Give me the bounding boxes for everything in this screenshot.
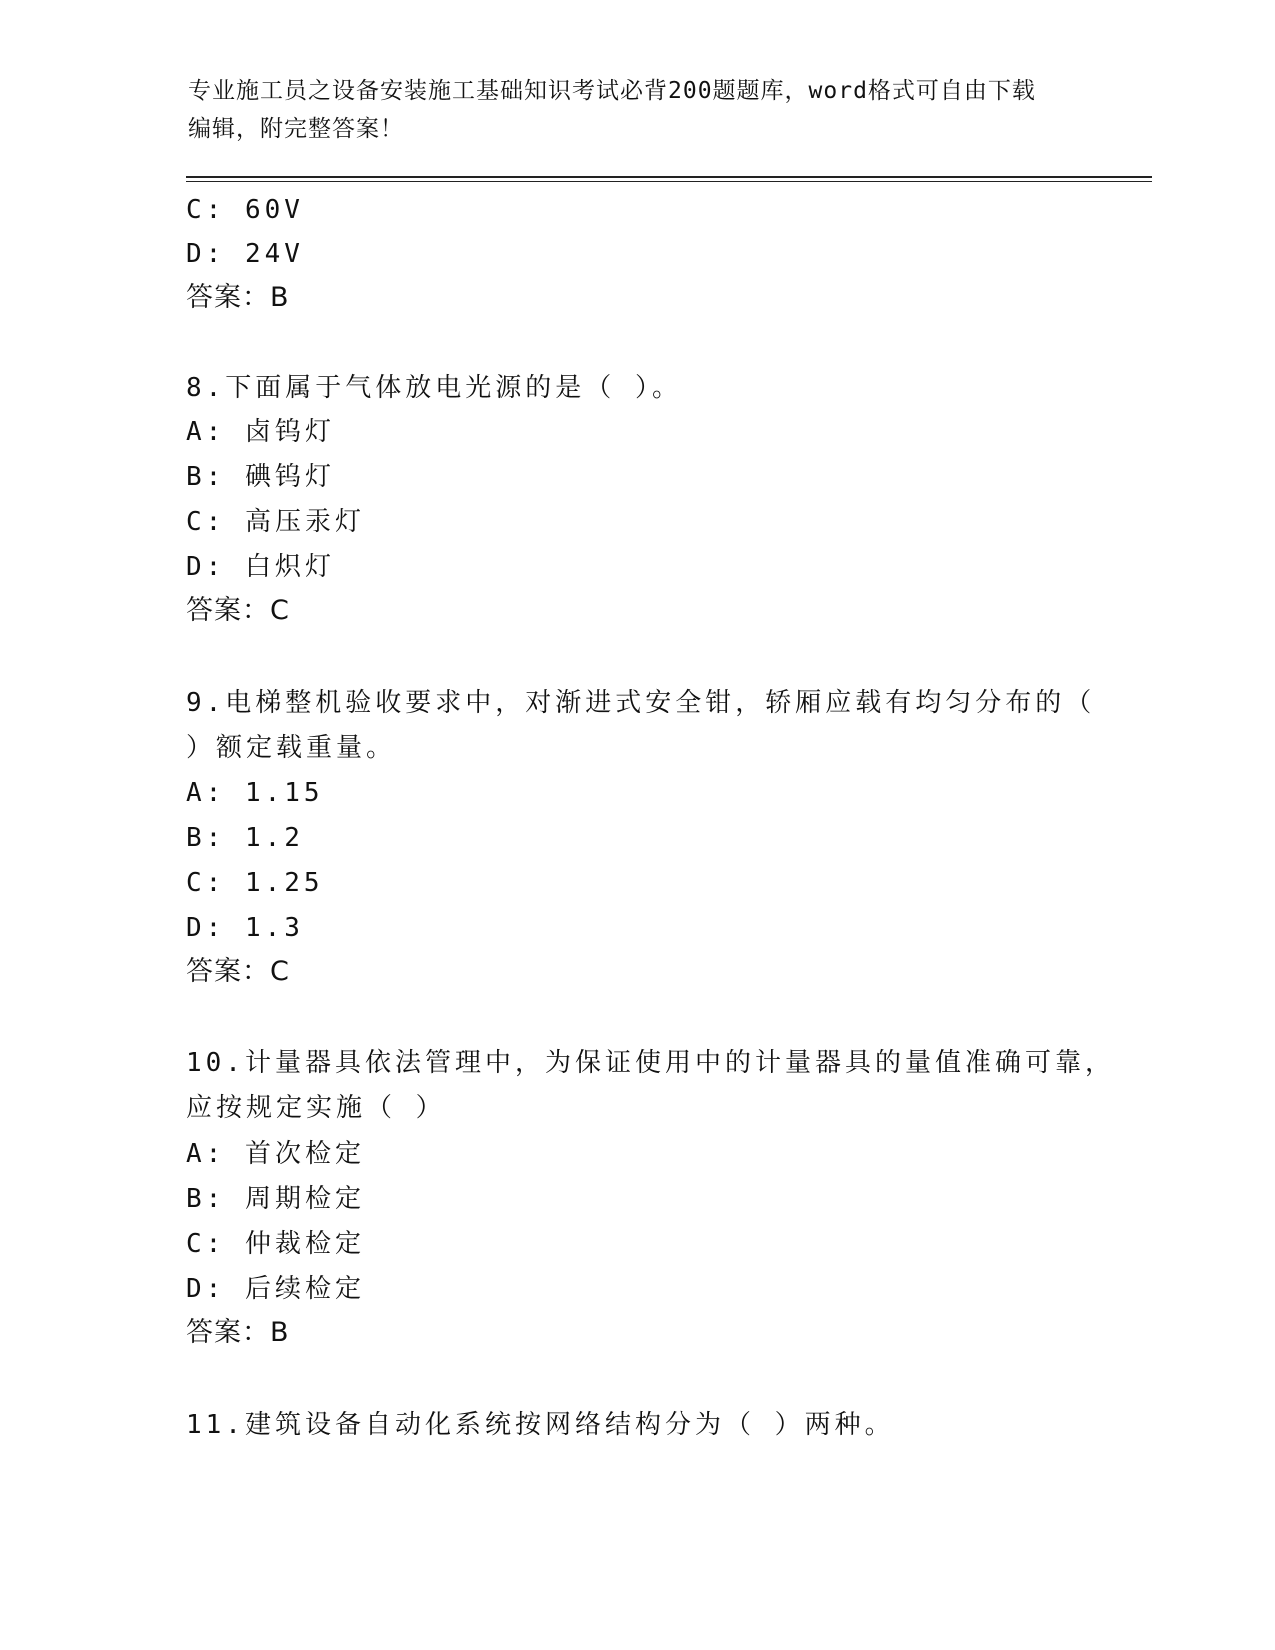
q7-option-c: C: 60V	[186, 195, 304, 225]
q10-option-d: D: 后续检定	[186, 1274, 365, 1304]
q7-option-d: D: 24V	[186, 239, 304, 269]
q9-option-d: D: 1.3	[186, 913, 304, 943]
q11-question: 11.建筑设备自动化系统按网络结构分为（ ）两种。	[186, 1410, 895, 1440]
q8-option-c: C: 高压汞灯	[186, 507, 365, 537]
q9-option-a: A: 1.15	[186, 778, 324, 808]
q9-answer: 答案：C	[186, 956, 290, 987]
header-rule-thin	[186, 181, 1152, 182]
q9-question-line-1: 9.电梯整机验收要求中，对渐进式安全钳，轿厢应载有均匀分布的（	[186, 688, 1096, 718]
q7-answer: 答案：B	[186, 282, 290, 313]
document-header	[188, 72, 1088, 148]
q10-option-b: B: 周期检定	[186, 1184, 365, 1214]
q9-option-c: C: 1.25	[186, 868, 324, 898]
q10-answer: 答案：B	[186, 1317, 290, 1348]
header-line-2: 编辑，附完整答案！	[188, 116, 404, 142]
q8-answer: 答案：C	[186, 595, 290, 626]
q10-option-a: A: 首次检定	[186, 1139, 365, 1169]
q8-question: 8.下面属于气体放电光源的是（ ）。	[186, 373, 682, 403]
q8-option-d: D: 白炽灯	[186, 552, 335, 582]
q10-option-c: C: 仲裁检定	[186, 1229, 365, 1259]
q10-question-line-1: 10.计量器具依法管理中，为保证使用中的计量器具的量值准确可靠，	[186, 1048, 1115, 1078]
q9-option-b: B: 1.2	[186, 823, 304, 853]
q8-option-a: A: 卤钨灯	[186, 417, 335, 447]
q10-question-line-2: 应按规定实施（ ）	[186, 1093, 446, 1123]
header-line-1: 专业施工员之设备安装施工基础知识考试必背200题题库，word格式可自由下载	[188, 78, 1036, 104]
header-rule-thick	[186, 176, 1152, 178]
q9-question-line-2: ）额定载重量。	[186, 733, 397, 763]
q8-option-b: B: 碘钨灯	[186, 462, 335, 492]
